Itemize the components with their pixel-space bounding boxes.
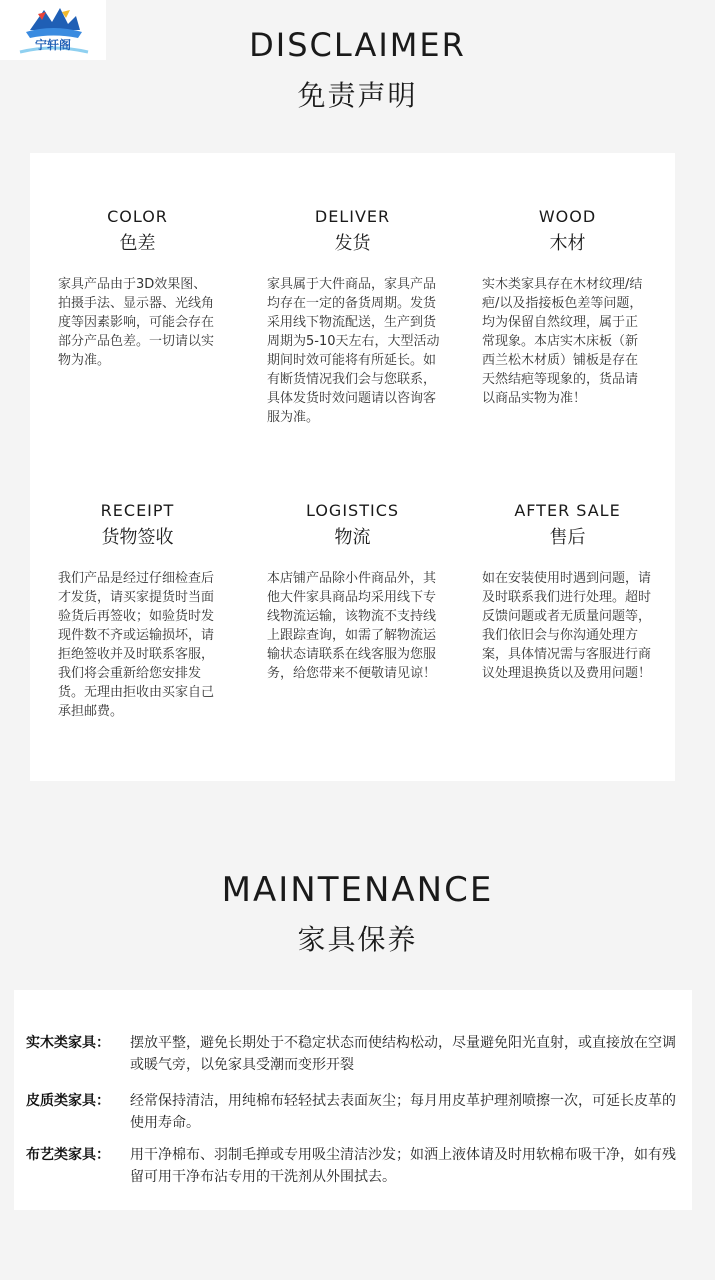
cell-title-zh: 木材 — [549, 233, 586, 254]
disclaimer-cell-wood — [460, 153, 675, 463]
disclaimer-cell-after-sale — [460, 463, 675, 781]
cell-body: 本店铺产品除小件商品外，其他大件家具商品均采用线下专线物流运输，该物流不支持线上跟踪查询，如需了解物流运输状态请联系在线客服为您服务，给您带来不便敬请见谅！ — [267, 571, 437, 681]
cell-title-en: AFTER SALE — [514, 501, 621, 520]
maintenance-row-leather — [26, 1090, 686, 1134]
cell-body: 家具属于大件商品，家具产品均存在一定的备货周期。发货采用线下物流配送，生产到货周期为5-10天左右，大型活动期间时效可能将有所延长。如有断货情况我们会与您联系，具体发货时效问题请以咨询客服为准。 — [267, 277, 440, 425]
maintenance-label: 实木类家具： — [26, 1035, 110, 1051]
disclaimer-title-en: DISCLAIMER — [249, 26, 466, 64]
maintenance-title-zh: 家具保养 — [297, 923, 418, 956]
cell-title-zh: 色差 — [119, 233, 156, 254]
disclaimer-panel — [30, 153, 675, 781]
disclaimer-cell-logistics — [245, 463, 460, 781]
cell-title-zh: 发货 — [334, 233, 371, 254]
disclaimer-cell-deliver — [245, 153, 460, 463]
cell-title-zh: 货物签收 — [101, 527, 174, 548]
cell-title-en: COLOR — [107, 207, 168, 226]
maintenance-row-fabric — [26, 1144, 686, 1188]
maintenance-title-en: MAINTENANCE — [221, 870, 494, 910]
maintenance-text: 经常保持清洁，用纯棉布轻轻拭去表面灰尘；每月用皮革护理剂喷擦一次，可延长皮革的使用寿命。 — [130, 1093, 676, 1131]
cell-body: 如在安装使用时遇到问题，请及时联系我们进行处理。超时反馈问题或者无质量问题等，我们依旧会与你沟通处理方案，具体情况需与客服进行商议处理退换货以及费用问题！ — [482, 571, 652, 681]
cell-body: 家具产品由于3D效果图、拍摄手法、显示器、光线角度等因素影响，可能会存在部分产品色差。一切请以实物为准。 — [58, 277, 215, 368]
cell-title-en: WOOD — [538, 207, 597, 226]
maintenance-text: 摆放平整，避免长期处于不稳定状态而使结构松动，尽量避免阳光直射，或直接放在空调或暖气旁，以免家具受潮而变形开裂 — [130, 1035, 676, 1073]
cell-body: 实木类家具存在木材纹理/结疤/以及指接板色差等问题，均为保留自然纹理，属于正常现象。本店实木床板（新西兰松木材质）铺板是存在天然结疤等现象的，货品请以商品实物为准！ — [482, 277, 643, 406]
cell-title-zh: 售后 — [549, 527, 586, 548]
disclaimer-cell-receipt — [30, 463, 245, 781]
disclaimer-cell-color — [30, 153, 245, 463]
maintenance-label: 布艺类家具： — [26, 1147, 110, 1163]
disclaimer-title-zh: 免责声明 — [297, 79, 418, 112]
maintenance-text: 用干净棉布、羽制毛掸或专用吸尘清洁沙发；如洒上液体请及时用软棉布吸干净，如有残留可用干净布沾专用的干洗剂从外围拭去。 — [130, 1147, 676, 1185]
cell-title-zh: 物流 — [334, 527, 371, 548]
logo-text: 宁轩阁 — [34, 38, 72, 52]
cell-title-en: RECEIPT — [100, 501, 175, 520]
cell-title-en: LOGISTICS — [305, 501, 400, 520]
maintenance-row-solid-wood — [26, 1032, 686, 1076]
maintenance-panel — [14, 990, 692, 1210]
cell-title-en: DELIVER — [314, 207, 391, 226]
maintenance-label: 皮质类家具： — [26, 1093, 110, 1109]
cell-body: 我们产品是经过仔细检查后才发货，请买家提货时当面验货后再签收；如验货时发现件数不齐或运输损坏，请拒绝签收并及时联系客服，我们将会重新给您安排发货。无理由拒收由买家自己承担邮费。 — [58, 571, 215, 719]
